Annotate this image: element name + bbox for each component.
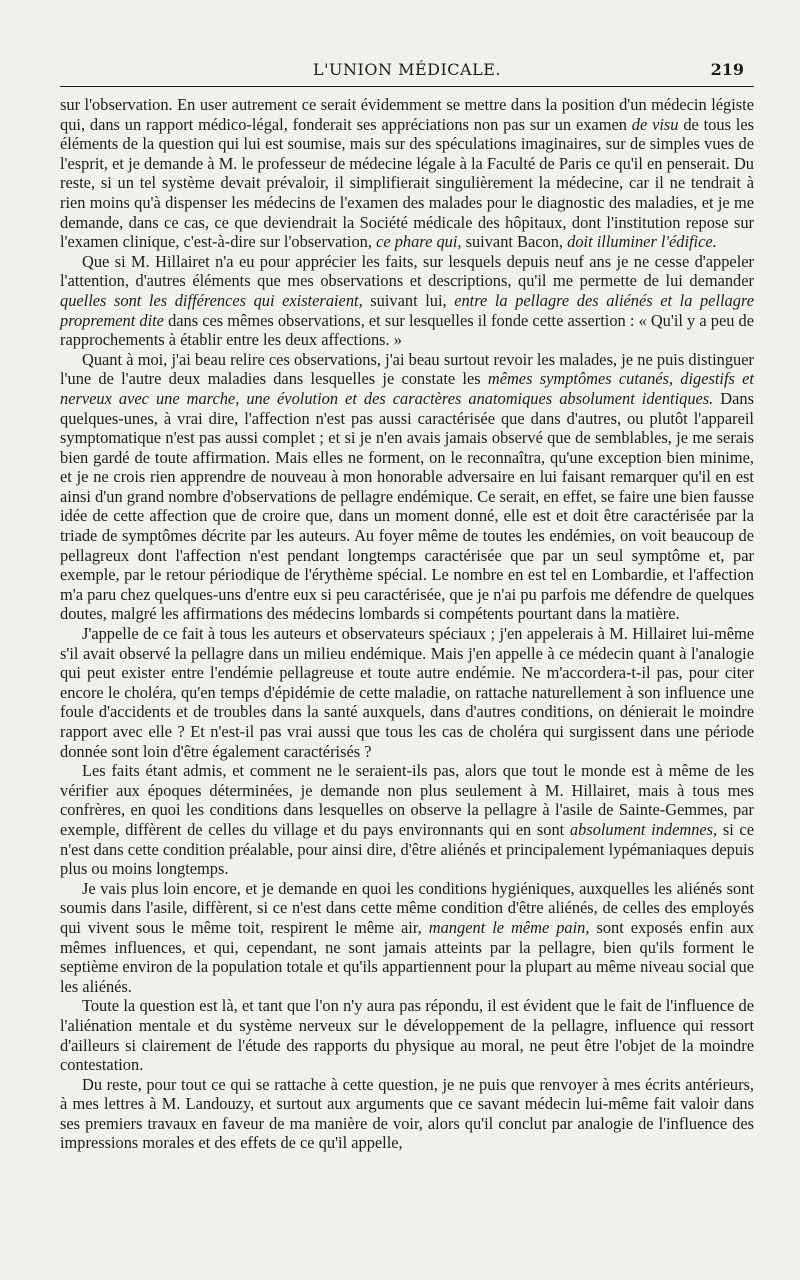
italic-text: de visu	[631, 114, 679, 134]
text-run: de tous les éléments de la question qui lui est soumise, mais sur des spéculations imaginaires, sur de simples vues de l'esprit, et je demande à M. le professeur de médecine légale à la Faculté de Paris ce qu'il en penserait. Du reste, si un tel système devait prévaloir, il simplifierait singulièrement la médecine, car il ne tendrait à rien moins qu'à dispenser les médecins de l'examen des malades pour le diagnostic des maladies, et je me demande, dans ce cas, ce que deviendrait la Société médicale des hôpitaux, dont l'institution repose sur l'examen clinique, c'est-à-dire sur l'observation,	[60, 114, 755, 252]
italic-text: doit illuminer l'édifice.	[567, 232, 717, 252]
paragraph	[60, 624, 754, 761]
italic-text: mêmes symptômes cutanés, digestifs et nerveux avec une marche, une évolution et des caractères anatomiques absolument identiques.	[60, 369, 754, 408]
running-header	[60, 56, 754, 87]
italic-text: ce phare qui,	[376, 232, 462, 252]
text-run: Je vais plus loin encore, et je demande en quoi les conditions hygiéniques, auxquelles les aliénés sont soumis dans l'asile, diffèrent, si ce n'est dans cette même condition d'être aliénés, de celles des employés qui vivent sous le même toit, respirent le même air,	[60, 878, 754, 937]
text-run: Toute la question est là, et tant que l'on n'y aura pas répondu, il est évident que le fait de l'influence de l'aliénation mentale et du système nerveux sur le développement de la pellagre, influence qui ressort d'ailleurs si clairement de l'étude des rapports du physique au moral, ne peut être l'objet de la moindre contestation.	[60, 996, 754, 1075]
text-run: Les faits étant admis, et comment ne le seraient-ils pas, alors que tout le monde est à même de les vérifier aux époques déterminées, je demande non plus seulement à M. Hillairet, mais à tous mes confrères, en quoi les conditions dans lesquelles on observe la pellagre à l'asile de Sainte-Gemmes, par exemple, diffèrent de celles du village et du pays environnants qui en sont	[60, 761, 754, 839]
journal-title: L'UNION MÉDICALE.	[313, 60, 501, 79]
text-run: sont exposés enfin aux mêmes influences, et qui, cependant, ne sont jamais atteints par la pellagre, bien qu'ils forment le septième environ de la population totale et qu'ils appartiennent pour la plupart au même niveau social que les aliénés.	[60, 917, 755, 996]
text-run: J'appelle de ce fait à tous les auteurs et observateurs spéciaux ; j'en appelerais à M. Hillairet lui-même s'il avait observé la pellagre dans un milieu endémique. Mais j'en appelle à ce médecin quant à l'analogie qui peut exister entre l'endémie pellagreuse et toute autre endémie. Ne m'accordera-t-il pas, pour citer encore le choléra, qu'en temps d'épidémie de cette maladie, on rattache naturellement à son influence une foule d'accidents et de troubles dans la santé auxquels, dans d'autres conditions, on dénierait le moindre rapport avec elle ? Et n'est-il pas vrai aussi que tous les cas de choléra qui surgissent dans une période donnée sont loin d'être également caractérisés ?	[60, 624, 754, 761]
paragraph	[60, 350, 754, 624]
italic-text: quelles sont les différences qui existeraient,	[60, 290, 363, 310]
paragraph	[60, 1075, 754, 1153]
text-run: sur l'observation. En user autrement ce serait évidemment se mettre dans la position d'un médecin légiste qui, dans un rapport médico-légal, fonderait ses appréciations non pas sur un examen	[60, 95, 754, 134]
paragraph	[60, 761, 754, 879]
paragraph	[60, 95, 754, 252]
paragraph	[60, 252, 754, 350]
text-run: si ce n'est dans cette condition préalable, pour ainsi dire, d'être aliénés et principalement lypémaniaques depuis plus ou moins longtemps.	[60, 819, 754, 879]
article-body	[60, 95, 754, 1153]
text-run: Du reste, pour tout ce qui se rattache à cette question, je ne puis que renvoyer à mes écrits antérieurs, à mes lettres à M. Landouzy, et surtout aux arguments que ce savant médecin lui-même fait valoir dans ses premiers travaux en faveur de ma manière de voir, alors qu'il conclut par analogie de l'influence des impressions morales et des effets de ce qu'il appelle,	[60, 1074, 754, 1153]
text-run: Que si M. Hillairet n'a eu pour apprécier les faits, sur lesquels depuis neuf ans je ne cesse d'appeler l'attention, d'autres éléments que mes observations et descriptions, qu'il me permette de lui demander	[60, 251, 754, 291]
text-run: Quant à moi, j'ai beau relire ces observations, j'ai beau surtout revoir les malades, je ne puis distinguer l'une de l'autre deux maladies dans lesquelles je constate les	[60, 349, 754, 389]
text-run: suivant Bacon,	[461, 232, 568, 252]
paragraph	[60, 996, 754, 1074]
italic-text: entre la pellagre des aliénés et la pellagre proprement dite	[60, 290, 754, 330]
text-run: suivant lui,	[362, 290, 455, 310]
italic-text: mangent le même pain,	[428, 917, 590, 937]
paragraph	[60, 879, 754, 997]
text-run: dans ces mêmes observations, et sur lesquelles il fonde cette assertion : « Qu'il y a peu de rapprochements à établir entre les deux affections. »	[60, 310, 755, 350]
text-run: Dans quelques-unes, à vrai dire, l'affection n'est pas aussi caractérisée que dans d'autres, ou plutôt l'appareil symptomatique n'est pas aussi complet ; et si je n'en avais jamais observé que de semblables, je me serais bien gardé de toute affirmation. Mais elles ne forment, on le reconnaîtra, qu'une exception bien minime, et je ne crois rien apprendre de nouveau à mon honorable adversaire en lui faisant remarquer qu'il en est ainsi d'un grand nombre d'observations de pellagre endémique. Ce serait, en effet, se faire une bien fausse idée de cette affection que de croire que, dans un moment donné, elle est et doit être caractérisée par la triade de symptômes décrite par les auteurs. Au foyer même de toutes les endémies, on voit beaucoup de pellagreux dont l'affection n'est pendant longtemps caractérisée que par un seul symptôme et, par exemple, par le retour périodique de l'érythème spécial. Le nombre en est tel en Lombardie, et l'affection m'a paru chez quelques-uns d'entre eux si peu caractérisée, que je n'ai pu parfois me défendre de quelques doutes, malgré les affirmations des médecins lombards si compétents pourtant dans la matière.	[60, 388, 754, 624]
page-number: 219	[710, 60, 744, 79]
italic-text: absolument indemnes,	[569, 819, 718, 839]
